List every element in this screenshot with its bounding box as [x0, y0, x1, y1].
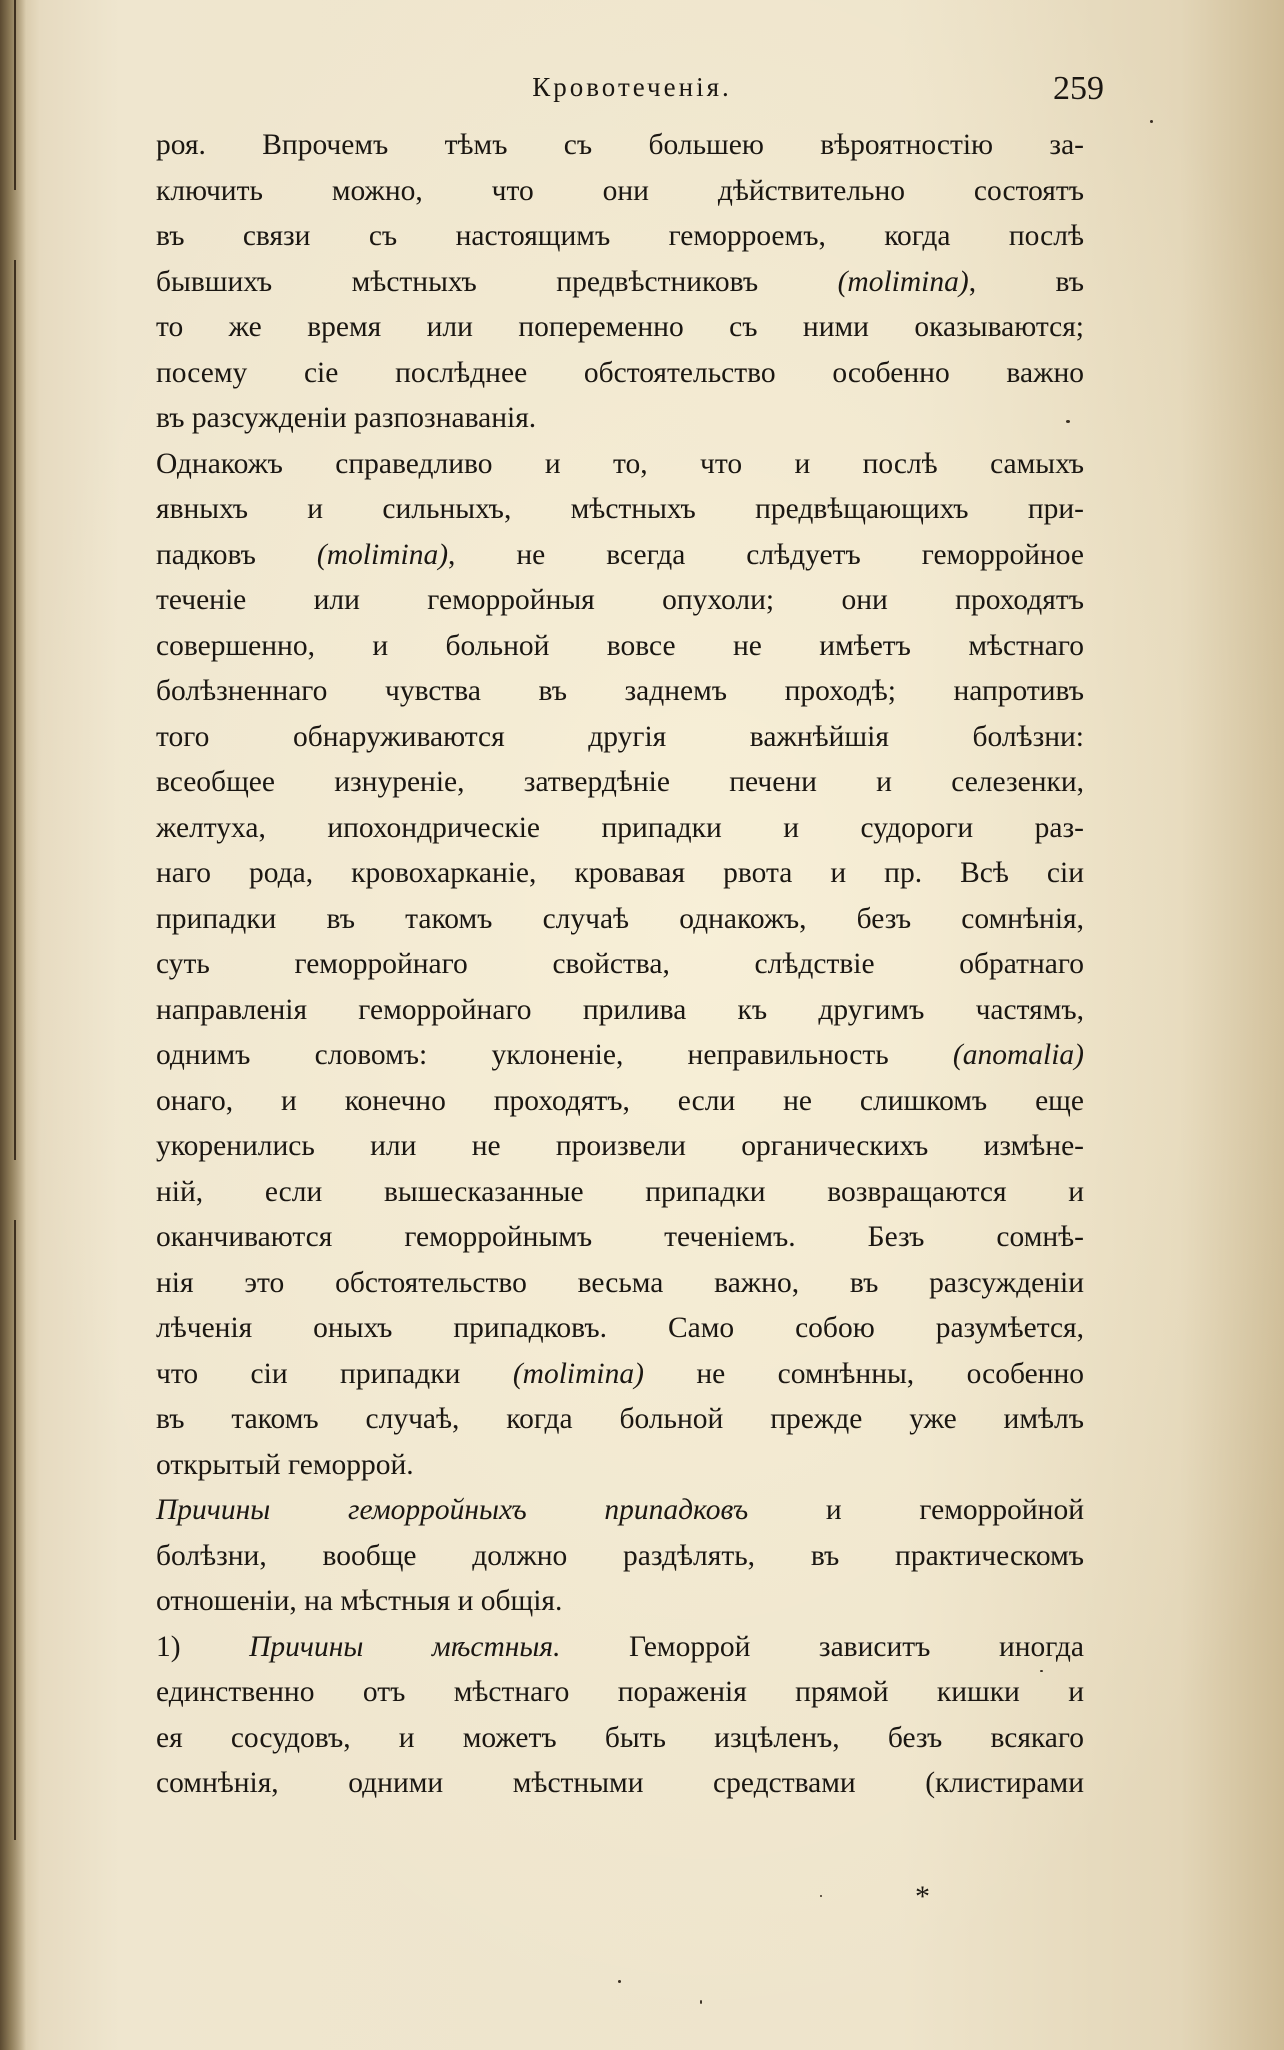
text-run: совершенно, и больной вовсе не имѣетъ мѣстнаго: [156, 629, 1084, 662]
text-line: [156, 260, 1084, 306]
italic-text: Причины мѣстныя.: [249, 1630, 561, 1663]
text-run: теченіе или геморройныя опухоли; они проходятъ: [156, 584, 1084, 616]
text-line: [156, 1215, 1084, 1261]
text-run: болѣзни, вообще должно раздѣлять, въ практическомъ: [156, 1539, 1084, 1572]
text-line: [156, 1352, 1084, 1398]
text-run: припадки въ такомъ случаѣ однакожъ, безъ сомнѣнія,: [156, 902, 1084, 935]
text-run: желтуха, ипохондрическіе припадки и судороги раз-: [156, 811, 1084, 844]
text-run: ній, если вышесказанные припадки возвращаются и: [156, 1175, 1084, 1208]
text-run: оканчиваются геморройнымъ теченіемъ. Безъ сомнѣ-: [156, 1221, 1084, 1253]
text-line: [156, 1170, 1084, 1216]
text-run: укоренились или не произвели органическихъ измѣне-: [156, 1130, 1084, 1162]
binding-edge: [14, 260, 16, 1160]
text-run: нія это обстоятельство весьма важно, въ разсужденіи: [156, 1266, 1084, 1299]
text-line: [156, 214, 1084, 260]
text-run: наго рода, кровохарканіе, кровавая рвота и пр. Всѣ сіи: [156, 857, 1084, 889]
text-run: бывшихъ мѣстныхъ предвѣстниковъ: [156, 265, 838, 298]
text-run: лѣченія оныхъ припадковъ. Само собою разумѣется,: [156, 1312, 1084, 1344]
text-run: въ связи съ настоящимъ геморроемъ, когда послѣ: [156, 220, 1084, 252]
text-line: [156, 1761, 1084, 1807]
text-line: [156, 760, 1084, 806]
italic-text: (molimina): [316, 538, 449, 571]
page-number: 259: [1053, 70, 1104, 107]
text-line: [156, 305, 1084, 351]
text-run: отношеніи, на мѣстныя и общія.: [156, 1585, 563, 1617]
spine-shadow: [0, 0, 26, 2050]
text-run: онаго, и конечно проходятъ, если не слишкомъ еще: [156, 1084, 1084, 1117]
text-run: сомнѣнія, одними мѣстными средствами (клистирами: [156, 1767, 1084, 1799]
text-line: [156, 897, 1084, 943]
text-run: посему сіе послѣднее обстоятельство особенно важно: [156, 356, 1084, 389]
text-line: [156, 1261, 1084, 1307]
signature-mark: *: [915, 1880, 930, 1913]
text-run: не сомнѣнны, особенно: [643, 1357, 1084, 1390]
text-run: въ разсужденіи разпознаванія.: [156, 402, 537, 434]
text-line: [156, 123, 1084, 169]
text-line: [156, 1670, 1084, 1716]
text-run: падковъ: [156, 538, 317, 571]
text-run: въ такомъ случаѣ, когда больной прежде уже имѣлъ: [156, 1403, 1084, 1435]
text-run: всеобщее изнуреніе, затвердѣніе печени и селезенки,: [156, 766, 1084, 798]
text-run: , не всегда слѣдуетъ геморройное: [448, 538, 1084, 571]
text-run: единственно отъ мѣстнаго пораженія прямой кишки и: [156, 1676, 1084, 1708]
italic-text: Причины геморройныхъ припадковъ: [156, 1494, 749, 1526]
text-run: направленія геморройнаго прилива къ другимъ частямъ,: [156, 993, 1084, 1026]
text-line: [156, 1124, 1084, 1170]
italic-text: (molimina): [512, 1357, 644, 1390]
italic-text: (molimina): [837, 265, 969, 298]
text-run: открытый геморрой.: [156, 1448, 414, 1481]
text-line: [156, 1716, 1084, 1762]
binding-edge: [14, 0, 16, 190]
text-run: Геморрой зависитъ иногда: [560, 1630, 1085, 1663]
text-line: [156, 578, 1084, 624]
italic-text: (anomalia): [952, 1039, 1084, 1071]
text-line: [156, 442, 1084, 488]
text-run: явныхъ и сильныхъ, мѣстныхъ предвѣщающихъ при-: [156, 493, 1084, 525]
text-line: [156, 715, 1084, 761]
running-head: Кровотеченія.: [532, 72, 732, 102]
text-line: [156, 942, 1084, 988]
text-line: [156, 351, 1084, 397]
text-run: ея сосудовъ, и можетъ быть изцѣленъ, безъ всякаго: [156, 1721, 1084, 1754]
text-line: [156, 1079, 1084, 1125]
text-line: [156, 1579, 1084, 1625]
text-line: [156, 669, 1084, 715]
text-line: [156, 1443, 1084, 1489]
text-line: [156, 533, 1084, 579]
text-line: [156, 1625, 1084, 1671]
text-run: однимъ словомъ: уклоненіе, неправильность: [156, 1039, 953, 1071]
text-line: [156, 169, 1084, 215]
text-line: [156, 1488, 1084, 1534]
text-line: [156, 1306, 1084, 1352]
text-run: роя. Впрочемъ тѣмъ съ большею вѣроятностію за-: [156, 129, 1084, 161]
text-run: что сіи припадки: [156, 1357, 513, 1390]
text-line: [156, 988, 1084, 1034]
text-line: [156, 1534, 1084, 1580]
binding-edge: [14, 1220, 16, 1840]
text-line: [156, 1033, 1084, 1079]
text-run: болѣзненнаго чувства въ заднемъ проходѣ; напротивъ: [156, 675, 1084, 707]
text-run: Однакожъ справедливо и то, что и послѣ самыхъ: [156, 447, 1084, 480]
text-line: [156, 487, 1084, 533]
text-line: [156, 396, 1084, 442]
text-run: , въ: [968, 265, 1085, 298]
page-header: [160, 72, 1104, 116]
text-line: [156, 624, 1084, 670]
text-line: [156, 851, 1084, 897]
text-run: и геморройной: [748, 1494, 1085, 1526]
text-run: того обнаруживаются другія важнѣйшія болѣзни:: [156, 720, 1084, 753]
text-run: 1): [156, 1630, 250, 1663]
body-text: [156, 123, 1084, 1807]
text-run: то же время или попеременно съ ними оказываются;: [156, 311, 1084, 343]
text-run: суть геморройнаго свойства, слѣдствіе обратнаго: [156, 948, 1084, 980]
text-run: ключить можно, что они дѣйствительно состоятъ: [156, 174, 1084, 207]
text-line: [156, 806, 1084, 852]
text-line: [156, 1397, 1084, 1443]
